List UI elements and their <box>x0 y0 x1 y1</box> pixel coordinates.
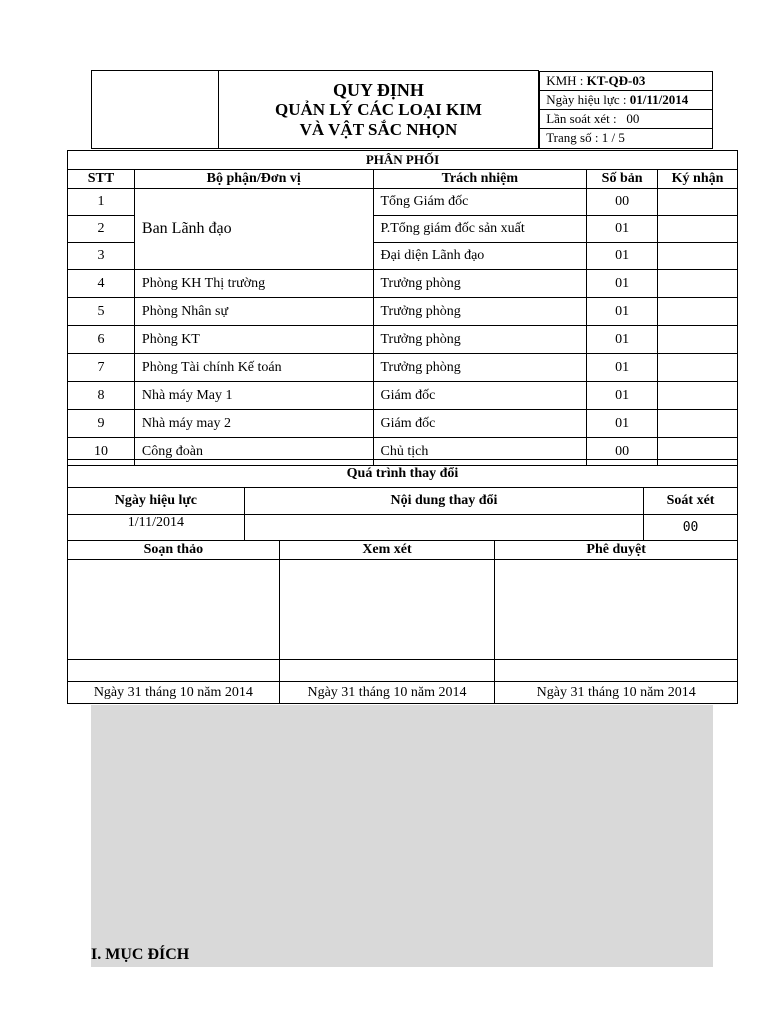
copies-cell: 01 <box>587 382 658 410</box>
responsibility-cell: Giám đốc <box>373 382 587 410</box>
col-copies: Số bản <box>587 170 658 189</box>
review-label: Lần soát xét : <box>546 111 617 127</box>
review-signature-area <box>279 560 495 660</box>
sign-cell <box>658 298 738 326</box>
logo-cell <box>92 71 219 149</box>
gray-placeholder-area <box>91 705 713 967</box>
col-review: Soát xét <box>644 488 738 515</box>
responsibility-cell: Trưởng phòng <box>373 298 587 326</box>
responsibility-cell: Chủ tịch <box>373 438 587 466</box>
sign-cell <box>658 410 738 438</box>
table-row <box>68 270 738 298</box>
sign-cell <box>658 354 738 382</box>
signature-table <box>67 540 738 704</box>
table-row <box>68 410 738 438</box>
page-field <box>540 129 713 148</box>
stt-cell: 1 <box>68 189 135 216</box>
stt-cell: 4 <box>68 270 135 298</box>
table-row <box>68 298 738 326</box>
sign-cell <box>658 326 738 354</box>
stt-cell: 7 <box>68 354 135 382</box>
copies-cell: 01 <box>587 270 658 298</box>
review-value: 00 <box>626 111 640 127</box>
review-header: Xem xét <box>279 541 495 560</box>
document-title <box>218 71 538 149</box>
copies-cell: 01 <box>587 243 658 270</box>
table-row <box>68 354 738 382</box>
review-date: Ngày 31 tháng 10 năm 2014 <box>279 682 495 704</box>
dept-cell: Nhà máy May 1 <box>134 382 373 410</box>
responsibility-cell: Giám đốc <box>373 410 587 438</box>
dept-cell: Phòng Nhân sự <box>134 298 373 326</box>
approve-signature-area <box>495 560 738 660</box>
title-line-3: VÀ VẬT SẮC NHỌN <box>299 119 458 139</box>
responsibility-cell: Tổng Giám đốc <box>373 189 587 216</box>
approve-date: Ngày 31 tháng 10 năm 2014 <box>495 682 738 704</box>
kmh-field <box>540 71 713 90</box>
change-content-cell <box>244 515 643 541</box>
copies-cell: 01 <box>587 216 658 243</box>
responsibility-cell: Đại diện Lãnh đạo <box>373 243 587 270</box>
responsibility-cell: Trưởng phòng <box>373 270 587 298</box>
stt-cell: 5 <box>68 298 135 326</box>
copies-cell: 01 <box>587 354 658 382</box>
effective-date-label: Ngày hiệu lực : <box>546 91 627 107</box>
responsibility-cell: Trưởng phòng <box>373 354 587 382</box>
draft-header: Soạn thảo <box>68 541 280 560</box>
page-label: Trang số <box>546 130 592 146</box>
title-line-1: QUY ĐỊNH <box>333 79 424 100</box>
col-change-content: Nội dung thay đổi <box>244 488 643 515</box>
stt-cell: 3 <box>68 243 135 270</box>
approve-name-area <box>495 660 738 682</box>
review-field <box>540 110 713 129</box>
sign-cell <box>658 270 738 298</box>
draft-signature-area <box>68 560 280 660</box>
sign-cell <box>658 216 738 243</box>
change-history-title: Quá trình thay đổi <box>68 460 738 488</box>
copies-cell: 01 <box>587 298 658 326</box>
change-review-cell: 00 <box>644 515 738 541</box>
responsibility-cell: P.Tổng giám đốc sản xuất <box>373 216 587 243</box>
dept-cell: Công đoàn <box>134 438 373 466</box>
leadership-cell: Ban Lãnh đạo <box>134 189 373 270</box>
kmh-value: KT-QĐ-03 <box>586 72 646 88</box>
draft-date: Ngày 31 tháng 10 năm 2014 <box>68 682 280 704</box>
stt-cell: 2 <box>68 216 135 243</box>
distribution-table <box>67 150 738 466</box>
approve-header: Phê duyệt <box>495 541 738 560</box>
responsibility-cell: Trưởng phòng <box>373 326 587 354</box>
col-stt: STT <box>68 170 135 189</box>
table-row <box>68 382 738 410</box>
sign-cell <box>658 189 738 216</box>
draft-name-area <box>68 660 280 682</box>
sign-cell <box>658 243 738 270</box>
effective-date-field <box>540 90 713 109</box>
distribution-header-row <box>68 170 738 189</box>
dept-cell: Nhà máy may 2 <box>134 410 373 438</box>
table-row <box>68 189 738 216</box>
stt-cell: 8 <box>68 382 135 410</box>
kmh-label: KMH : <box>546 72 584 88</box>
change-date-cell: 1/11/2014 <box>68 515 245 541</box>
stt-cell: 6 <box>68 326 135 354</box>
section-heading: I. MỤC ĐÍCH <box>91 946 190 963</box>
document-header <box>91 70 713 149</box>
copies-cell: 00 <box>587 189 658 216</box>
dept-cell: Phòng Tài chính Kế toán <box>134 354 373 382</box>
effective-date-value: 01/11/2014 <box>629 91 689 107</box>
page-value: : 1 / 5 <box>594 130 625 146</box>
col-effective-date: Ngày hiệu lực <box>68 488 245 515</box>
title-line-2: QUẢN LÝ CÁC LOẠI KIM <box>275 99 482 119</box>
dept-cell: Phòng KH Thị trường <box>134 270 373 298</box>
copies-cell: 01 <box>587 410 658 438</box>
sign-cell <box>658 382 738 410</box>
copies-cell: 00 <box>587 438 658 466</box>
review-name-area <box>279 660 495 682</box>
distribution-title: PHÂN PHỐI <box>68 151 738 170</box>
table-row <box>68 515 738 541</box>
stt-cell: 9 <box>68 410 135 438</box>
copies-cell: 01 <box>587 326 658 354</box>
change-history-table <box>67 459 738 541</box>
dept-cell: Phòng KT <box>134 326 373 354</box>
col-sign: Ký nhận <box>658 170 738 189</box>
stt-cell: 10 <box>68 438 135 466</box>
meta-cell <box>539 71 713 149</box>
table-row <box>68 326 738 354</box>
col-responsibility: Trách nhiệm <box>373 170 587 189</box>
col-dept: Bộ phận/Đơn vị <box>134 170 373 189</box>
